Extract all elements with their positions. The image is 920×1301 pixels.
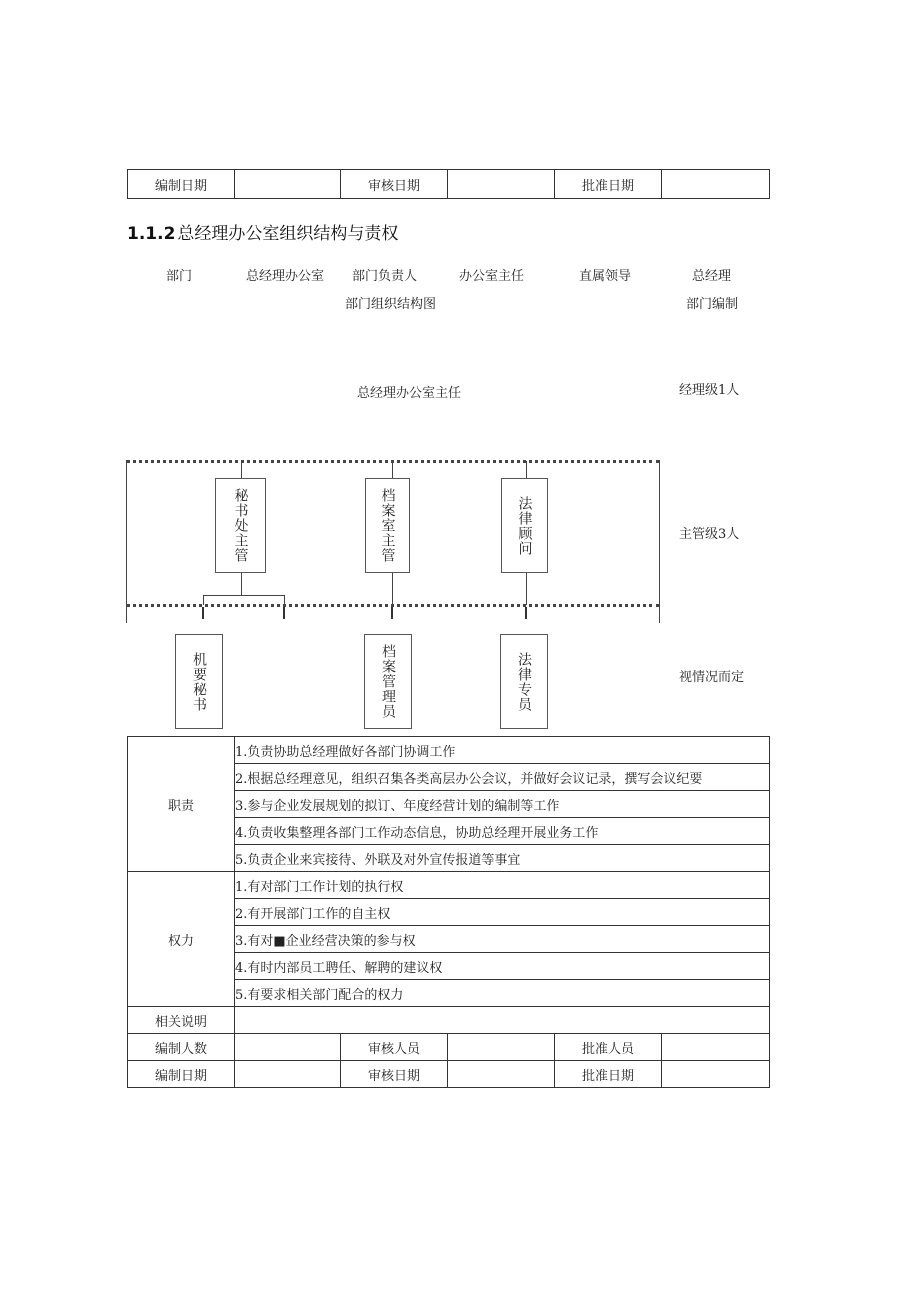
approve-date-label: 批准日期 — [555, 1061, 662, 1088]
org-branch-line-top — [126, 460, 660, 463]
section-title: 总经理办公室组织结构与责权 — [177, 224, 399, 244]
review-date-label: 审核日期 — [341, 170, 448, 199]
review-date-label: 审核日期 — [341, 1061, 448, 1088]
org-connector — [526, 461, 527, 478]
org-frame-right — [659, 461, 660, 623]
org-frame-left — [126, 461, 127, 623]
approver-value-cell — [662, 1034, 770, 1061]
date-label: 编制日期 — [128, 170, 235, 199]
top-approval-table — [127, 169, 770, 199]
head-label: 部门负责人 — [352, 269, 418, 284]
powers-label: 权力 — [128, 872, 235, 1007]
dept-value: 总经理办公室 — [246, 269, 325, 284]
org-node-label: 档案管理员 — [380, 644, 396, 719]
staffing-level-1: 主管级3人 — [679, 527, 740, 542]
duties-label: 职责 — [128, 737, 235, 872]
staffing-level-0: 经理级1人 — [679, 383, 740, 398]
date-value-cell — [235, 170, 341, 199]
org-branch-line-bottom — [126, 604, 660, 607]
reviewer-label: 审核人员 — [341, 1034, 448, 1061]
org-connector — [241, 461, 242, 478]
chart-title: 部门组织结构图 — [345, 297, 437, 312]
power-item: 1.有对部门工作计划的执行权 — [235, 872, 770, 899]
org-node-label: 法律顾问 — [516, 495, 533, 556]
review-date-value-cell — [448, 170, 555, 199]
power-item: 5.有要求相关部门配合的权力 — [235, 980, 770, 1007]
org-node-label: 机要秘书 — [191, 651, 207, 712]
org-node-archive-clerk — [364, 634, 412, 729]
staffing-level-2: 视情况而定 — [679, 670, 745, 685]
org-tick — [283, 607, 285, 619]
responsibility-table — [127, 736, 770, 1088]
approve-date-value-cell — [662, 170, 770, 199]
date-label: 编制日期 — [128, 1061, 235, 1088]
headcount-label: 编制人数 — [128, 1034, 235, 1061]
approver-label: 批准人员 — [555, 1034, 662, 1061]
section-heading — [127, 219, 398, 244]
org-tick — [202, 607, 204, 619]
reviewer-value-cell — [448, 1034, 555, 1061]
org-node-label: 秘书处主管 — [232, 488, 249, 563]
leader-label: 直属领导 — [579, 269, 632, 284]
duty-item: 1.负责协助总经理做好各部门协调工作 — [235, 737, 770, 764]
date-value-cell — [235, 1061, 341, 1088]
leader-value: 总经理 — [692, 269, 732, 284]
org-node-archive-supervisor — [365, 478, 410, 573]
headcount-value-cell — [235, 1034, 341, 1061]
staffing-title: 部门编制 — [686, 297, 739, 312]
duty-item: 3.参与企业发展规划的拟订、年度经营计划的编制等工作 — [235, 791, 770, 818]
power-item: 4.有时内部员工聘任、解聘的建议权 — [235, 953, 770, 980]
duty-item: 5.负责企业来宾接待、外联及对外宣传报道等事宜 — [235, 845, 770, 872]
notes-value-cell — [235, 1007, 770, 1034]
org-node-confidential-secretary — [175, 634, 223, 729]
power-item: 2.有开展部门工作的自主权 — [235, 899, 770, 926]
review-date-value-cell — [448, 1061, 555, 1088]
org-connector — [526, 573, 527, 605]
power-item: 3.有对■企业经营决策的参与权 — [235, 926, 770, 953]
approve-date-label: 批准日期 — [555, 170, 662, 199]
duty-item: 4.负责收集整理各部门工作动态信息，协助总经理开展业务工作 — [235, 818, 770, 845]
duty-item: 2.根据总经理意见，组织召集各类高层办公会议，并做好会议记录，撰写会议纪要 — [235, 764, 770, 791]
org-top-node: 总经理办公室主任 — [357, 386, 462, 401]
notes-label: 相关说明 — [128, 1007, 235, 1034]
approve-date-value-cell — [662, 1061, 770, 1088]
org-tick — [525, 607, 527, 619]
org-node-secretariat-supervisor — [215, 478, 266, 573]
org-node-legal-advisor — [501, 478, 548, 573]
head-value: 办公室主任 — [459, 269, 525, 284]
org-connector — [392, 461, 393, 478]
org-connector — [241, 573, 242, 595]
section-number: 1.1.2 — [127, 224, 176, 244]
org-node-label: 档案室主管 — [379, 488, 396, 563]
org-tick — [391, 607, 393, 619]
org-connector — [203, 595, 285, 596]
org-node-legal-specialist — [500, 634, 548, 729]
org-connector — [392, 573, 393, 605]
dept-label: 部门 — [166, 269, 193, 284]
org-node-label: 法律专员 — [516, 651, 532, 712]
